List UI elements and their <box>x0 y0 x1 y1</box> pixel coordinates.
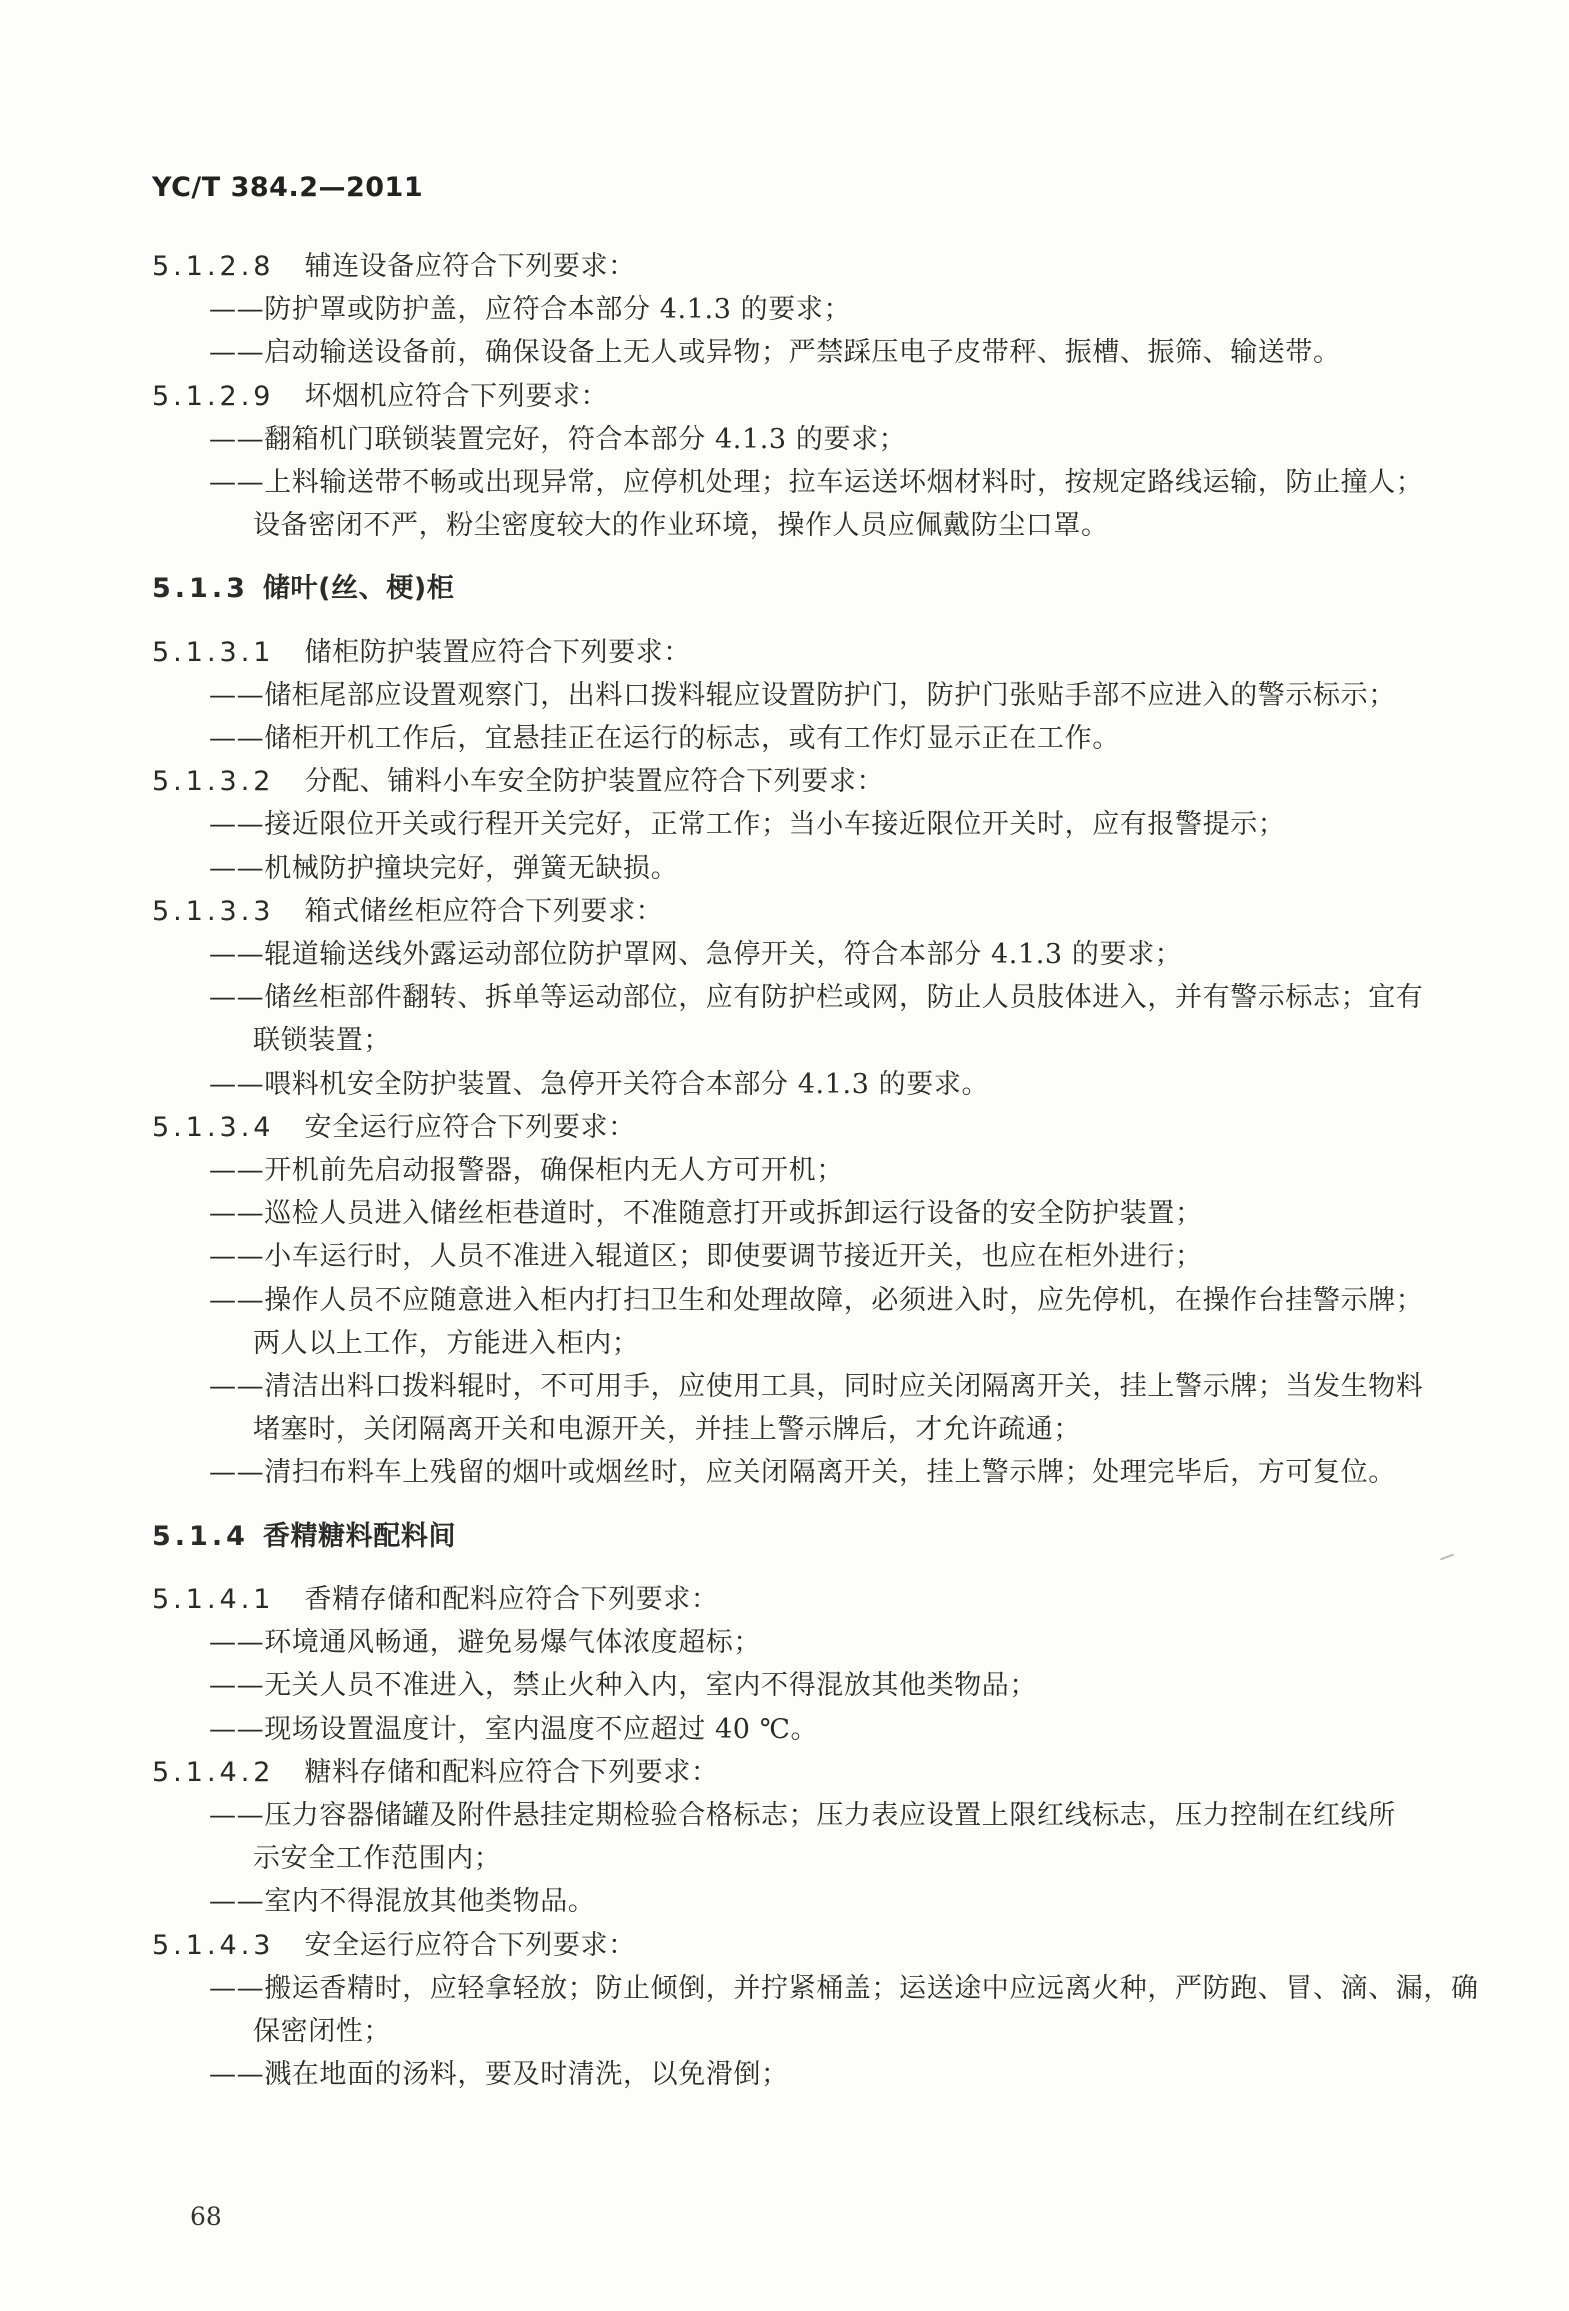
standard-code: YC/T 384.2—2011 <box>152 172 424 203</box>
clause-text: 分配、铺料小车安全防护装置应符合下列要求： <box>304 766 885 798</box>
section-title: 储叶(丝、梗)柜 <box>262 573 455 605</box>
clause-text: 辅连设备应符合下列要求： <box>304 251 636 282</box>
clause-text: 香精存储和配料应符合下列要求： <box>304 1583 719 1615</box>
clause-number: 5.1.3.1 <box>152 636 275 668</box>
clause-line <box>152 245 1422 288</box>
section-heading <box>152 1515 1422 1558</box>
section-title: 香精糖料配料间 <box>262 1520 457 1552</box>
clause-text: 安全运行应符合下列要求： <box>304 1111 636 1143</box>
page-number: 68 <box>190 2202 222 2231</box>
list-item: ——储丝柜部件翻转、拆单等运动部位，应有防护栏或网，防止人员肢体进入，并有警示标志；宜有 <box>209 982 1424 1014</box>
list-item: ——机械防护撞块完好，弹簧无缺损。 <box>209 852 679 884</box>
clause-line <box>152 890 1422 933</box>
clause-number: 5.1.3.4 <box>152 1111 275 1143</box>
list-item: ——防护罩或防护盖，应符合本部分 4.1.3 的要求； <box>209 294 852 326</box>
list-item: ——辊道输送线外露运动部位防护罩网、急停开关，符合本部分 4.1.3 的要求； <box>209 939 1183 971</box>
scan-speck <box>1440 1554 1454 1561</box>
list-item-continuation: 示安全工作范围内； <box>253 1843 502 1875</box>
list-item: ——清洁出料口拨料辊时，不可用手，应使用工具，同时应关闭隔离开关，挂上警示牌；当发生物料 <box>209 1371 1424 1403</box>
list-item-continuation: 两人以上工作，方能进入柜内； <box>253 1327 640 1359</box>
list-item: ——环境通风畅通，避免易爆气体浓度超标； <box>209 1627 761 1659</box>
list-item: ——启动输送设备前，确保设备上无人或异物；严禁踩压电子皮带秤、振槽、振筛、输送带。 <box>209 337 1341 369</box>
list-item: ——上料输送带不畅或出现异常，应停机处理；拉车运送坏烟材料时，按规定路线运输，防止撞人； <box>209 467 1424 499</box>
list-item: ——溅在地面的汤料，要及时清洗，以免滑倒； <box>209 2059 789 2091</box>
list-item: ——喂料机安全防护装置、急停开关符合本部分 4.1.3 的要求。 <box>209 1068 990 1100</box>
list-item: ——接近限位开关或行程开关完好，正常工作；当小车接近限位开关时，应有报警提示； <box>209 809 1286 841</box>
list-item: ——室内不得混放其他类物品。 <box>209 1886 596 1918</box>
list-item: ——压力容器储罐及附件悬挂定期检验合格标志；压力表应设置上限红线标志，压力控制在红线所 <box>209 1799 1396 1831</box>
clause-line <box>152 760 1422 803</box>
list-item: ——现场设置温度计，室内温度不应超过 40 ℃。 <box>209 1713 819 1745</box>
list-item: ——开机前先启动报警器，确保柜内无人方可开机； <box>209 1155 844 1187</box>
list-item-continuation: 堵塞时，关闭隔离开关和电源开关，并挂上警示牌后，才允许疏通； <box>253 1414 1081 1446</box>
clause-line <box>152 631 1422 674</box>
list-item: ——小车运行时，人员不准进入辊道区；即使要调节接近开关，也应在柜外进行； <box>209 1241 1203 1273</box>
document-body <box>152 245 1479 2096</box>
list-item-continuation: 联锁装置； <box>253 1025 391 1057</box>
list-item: ——操作人员不应随意进入柜内打扫卫生和处理故障，必须进入时，应先停机，在操作台挂警示牌； <box>209 1284 1424 1316</box>
section-heading <box>152 567 1422 610</box>
clause-line <box>152 1751 1422 1794</box>
list-item: ——翻箱机门联锁装置完好，符合本部分 4.1.3 的要求； <box>209 423 907 455</box>
clause-line <box>152 1578 1422 1621</box>
clause-line <box>152 1106 1422 1149</box>
list-item-continuation: 设备密闭不严，粉尘密度较大的作业环境，操作人员应佩戴防尘口罩。 <box>253 510 1109 542</box>
clause-number: 5.1.3.2 <box>152 766 275 798</box>
list-item: ——清扫布料车上残留的烟叶或烟丝时，应关闭隔离开关，挂上警示牌；处理完毕后，方可复位。 <box>209 1457 1396 1489</box>
clause-text: 储柜防护装置应符合下列要求： <box>304 636 691 668</box>
clause-text: 安全运行应符合下列要求： <box>304 1929 636 1961</box>
list-item: ——巡检人员进入储丝柜巷道时，不准随意打开或拆卸运行设备的安全防护装置； <box>209 1198 1203 1230</box>
clause-number: 5.1.4.2 <box>152 1756 275 1788</box>
clause-text: 箱式储丝柜应符合下列要求： <box>304 895 664 927</box>
clause-number: 5.1.4.3 <box>152 1929 275 1961</box>
clause-number: 5.1.2.9 <box>152 380 275 412</box>
clause-text: 糖料存储和配料应符合下列要求： <box>304 1756 719 1788</box>
clause-number: 5.1.4.1 <box>152 1583 275 1615</box>
section-number: 5.1.4 <box>152 1520 249 1552</box>
clause-line <box>152 1924 1422 1967</box>
section-number: 5.1.3 <box>152 573 249 605</box>
list-item: ——搬运香精时，应轻拿轻放；防止倾倒，并拧紧桶盖；运送途中应远离火种，严防跑、冒、滴、漏，确 <box>209 1972 1479 2004</box>
list-item: ——无关人员不准进入，禁止火种入内，室内不得混放其他类物品； <box>209 1670 1037 1702</box>
list-item-continuation: 保密闭性； <box>253 2015 391 2047</box>
list-item: ——储柜尾部应设置观察门，出料口拨料辊应设置防护门，防护门张贴手部不应进入的警示标示； <box>209 679 1396 711</box>
clause-line <box>152 375 1422 418</box>
clause-text: 坏烟机应符合下列要求： <box>304 380 609 412</box>
clause-number: 5.1.2.8 <box>152 251 275 282</box>
clause-number: 5.1.3.3 <box>152 895 275 927</box>
list-item: ——储柜开机工作后，宜悬挂正在运行的标志，或有工作灯显示正在工作。 <box>209 723 1120 755</box>
